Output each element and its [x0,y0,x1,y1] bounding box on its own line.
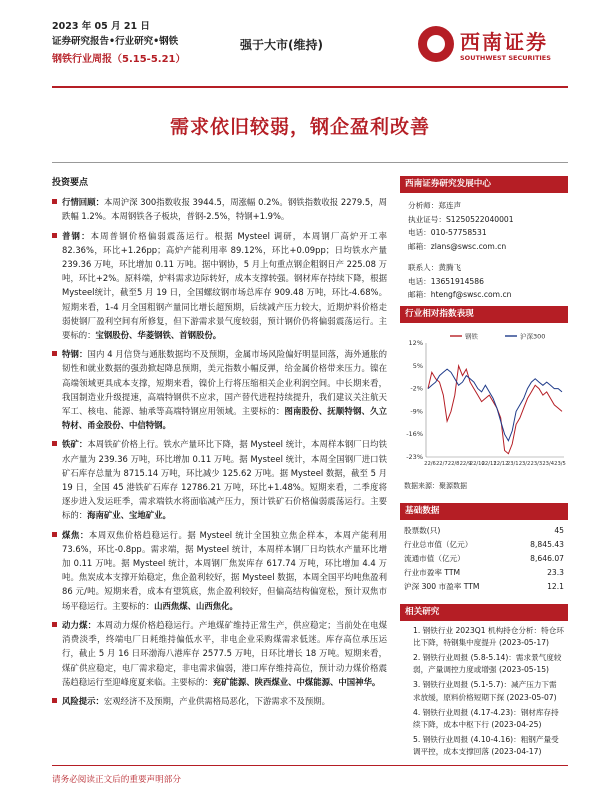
basic-data-table [400,524,568,594]
summary-paragraphs [52,195,387,708]
chart-heading: 行业相对指数表现 [400,306,568,323]
team-heading: 西南证券研究发展中心 [400,176,568,193]
paragraph-lead: 普钢： [62,230,91,241]
related-research-item[interactable]: 5. 钢铁行业周报 (4.10-4.16)：粗钢产量受调平控，成本支撑回落 (2023-04-17) [413,735,559,757]
sidebar [400,176,568,762]
x-tick-label: 22/11 [481,460,497,467]
x-tick-label: 22/9 [459,460,472,467]
paragraph-picks: 图南股份、抚顺特钢、久立特材、甬金股份、中信特钢。 [62,406,388,431]
basic-data-value: 8,646.07 [530,553,564,563]
x-tick-label: 23/5 [554,460,566,467]
y-tick-label: 12% [408,338,423,347]
contact-name: 联系人：黄腾飞 [408,263,462,272]
y-tick-label: -23% [406,452,423,461]
legend-label: 钢铁 [465,332,478,340]
paragraph-body: 宏观经济不及预期，产业供需格局恶化，下游需求不及预期。 [103,695,330,706]
x-tick-label: 22/10 [469,460,485,467]
contact-email[interactable]: 邮箱：htengf@swsc.com.cn [408,290,512,299]
basic-data-value: 12.1 [547,581,564,591]
logo-icon [418,26,454,62]
related-research-item[interactable]: 1. 钢铁行业 2023Q1 机构持仓分析：特仓环比下降，特钢集中度提升 (2023-05-17) [413,625,564,647]
x-tick-label: 22/8 [447,460,460,467]
basic-data-value: 45 [554,525,564,535]
logo-english: SOUTHWEST SECURITIES [460,54,551,62]
title-divider [52,162,568,163]
y-tick-label: -2% [410,384,423,393]
paragraph-body: 本周普钢价格偏弱震荡运行。根据 Mysteel 调研，本周钢厂高炉开工率 82.36%，环比+1.26pp；高炉产能利用率 89.12%，环比+0.09pp；日均铁水产量 239.36 万吨，环比增加 0.11 万吨。据中钢协，5 月上旬重点钢企粗钢日产 225.08 万吨，环比+2%。原料端，炉料需求边际转好，成本支撑转强。钢材库存持续下降，根据 Mysteel统计，截至5 月 19 日，全国螺纹钢市场总库存 909.48 万吨，环比-4.68%。短期来看，1-4 月全国粗钢产量同比增长超预期，后续减产压力较大，近期炉料价格走弱使钢厂盈利空间有所修复，但下游需求景气度较弱，预计钢价仍将偏弱震荡运行。主要标的： [62,230,387,341]
basic-data-row [400,524,568,538]
summary-paragraph [52,437,387,522]
page-title: 需求依旧较弱，钢企盈利改善 [169,116,430,138]
paragraph-body: 本周铁矿价格上行。铁水产量环比下降，据 Mysteel 统计，本周样本钢厂日均铁水产量为 239.36 万吨，环比增加 0.11 万吨。据 Mysteel 统计，本周全国钢厂进口铁矿石库存总量为 8715.14 万吨，环比减少 125.62 万吨。据 Mysteel 数据，截至 5 月 19 日，全国 45 港铁矿石库存 12786.21 万吨，环比+1.48%。短期来看，二季度将逐步进入发运旺季，需求端铁水将面临减产压力，预计铁矿石价格偏弱震荡运行。主要标的： [62,439,387,521]
basic-data-row [400,538,568,552]
contact-phone: 电话：13651914586 [408,276,484,286]
x-tick-label: 23/2 [518,460,531,467]
footer-divider [52,765,568,766]
basic-data-heading: 基础数据 [400,503,568,520]
summary-column [52,176,387,713]
paragraph-body: 本周沪深 300指数收报 3944.5，周涨幅 0.2%。钢铁指数收报 2279.5，周跌幅 1.2%。本周钢铁各子板块，普钢-2.5%，特钢+1.9%。 [62,197,387,222]
paragraph-picks: 山西焦煤、山西焦化。 [154,600,238,611]
basic-data-row [400,580,568,594]
footer-disclaimer: 请务必阅读正文后的重要声明部分 [52,775,181,785]
summary-paragraph [52,618,387,689]
paragraph-lead: 铁矿： [62,439,88,450]
related-heading: 相关研究 [400,604,568,621]
report-series: 钢铁行业周报（5.15-5.21） [52,54,186,65]
paragraph-body: 本周双焦价格趋稳运行。据 Mysteel 统计全国独立焦企样本，本周产能利用 73.6%，环比-0.8pp。需求端，据 Mysteel 统计，本周样本钢厂日均铁水产量环比增加 0.11 万吨。据 Mysteel 统计，本周钢厂焦炭库存 617.74 万吨，环比增加 4.4 万吨。焦炭成本支撑开始稳定，焦企盈利较好，据 Mysteel 数据，本周全国平均吨焦盈利 86 元/吨。短期来看，成本有望筑底，焦企盈利较好，但偏高结构偏宽松，预计双焦市场平稳运行。主要标的： [62,529,387,611]
series-line [428,365,562,453]
analyst-email[interactable]: 邮箱：zlans@swsc.com.cn [408,241,507,251]
basic-data-label: 沪深 300 市盈率 TTM [404,581,480,591]
paragraph-lead: 煤焦： [62,529,89,540]
report-meta [52,20,186,68]
summary-paragraph [52,229,387,343]
paragraph-picks: 宝钢股份、华菱钢铁、首钢股份。 [95,330,222,341]
related-research-item[interactable]: 2. 钢铁行业周报 (5.8-5.14)：需求景气度较弱，产量调控力度或增强 (2023-05-15) [413,652,562,675]
header-divider [52,86,568,88]
analyst-contact [400,193,568,306]
rating: 强于大市(维持) [240,38,323,52]
summary-heading: 投资要点 [52,178,89,188]
paragraph-body: 国内 4 月信贷与通胀数据均不及预期，金属市场风险偏好明显回落，海外通胀的韧性和就业数据的强劲掀起降息预期，美元指数小幅反弹，给金属价格带来压力。镍在高端领域更具成本支撑，短期来看，镍价上行将压缩相关企业利润空间。中长期来看，我国制造业升级提速，高端特钢供不应求，国产替代进程持续提升，我们建议关注航天军工、核电、能源、轴承等高端特钢应用领域。主要标的： [62,349,388,417]
related-research-item[interactable]: 3. 钢铁行业周报 (5.1-5.7)：减产压力下需求放缓，原料价格短期下探 (2023-05-07) [413,680,557,702]
logo-name: 西南证券 [460,30,548,54]
summary-paragraph [52,195,387,223]
y-tick-label: -9% [410,406,423,415]
chart-source: 数据来源：聚源数据 [404,481,467,490]
paragraph-picks: 兖矿能源、陕西煤业、中煤能源、中国神华。 [212,676,381,687]
basic-data-row [400,552,568,566]
relative-index-chart [400,329,568,479]
summary-paragraph [52,347,387,432]
x-tick-label: 22/6 [424,460,436,467]
basic-data-label: 流通市值（亿元） [404,553,465,563]
basic-data-value: 23.3 [547,567,564,577]
x-tick-label: 23/3 [530,460,543,467]
paragraph-lead: 动力煤： [62,619,97,630]
analyst-name: 分析师：郑连声 [408,201,462,210]
basic-data-label: 行业总市值（亿元） [404,539,473,549]
report-type: 证券研究报告•行业研究•钢铁 [52,35,179,47]
y-tick-label: -16% [406,429,423,438]
paragraph-lead: 风险提示： [62,695,104,706]
report-date: 2023 年 05 月 21 日 [52,21,150,32]
basic-data-row [400,566,568,580]
x-tick-label: 23/4 [542,460,555,467]
legend-label: 沪深300 [520,332,546,340]
basic-data-label: 行业市盈率 TTM [404,567,461,577]
y-tick-label: 5% [412,361,423,370]
paragraph-lead: 行情回顾： [62,197,104,208]
summary-paragraph [52,694,387,708]
paragraph-body: 本周动力煤价格趋稳运行。产地煤矿维持正常生产，供应稳定；当前处在电煤消费淡季，终端电厂日耗维持偏低水平，非电企业采购煤需求低迷。库存高位承压运行，截止 5 月 16 日环渤海八港库存 2577.5 万吨，日环比增长 18 万吨。短期来看，煤矿供应稳定，电厂需求稳定，非电需求偏弱，港口库存维持高位，预计动力煤价格震荡趋稳运行至迎峰度夏来临。主要标的： [62,619,388,687]
related-research-list [400,621,568,759]
chart-svg [400,329,568,479]
related-research-item[interactable]: 4. 钢铁行业周报 (4.17-4.23)：钢材库存持续下降，成本中枢下行 (2023-04-25) [413,707,559,729]
x-tick-label: 22/12 [493,460,509,467]
x-tick-label: 23/1 [506,460,519,467]
analyst-license: 执业证号：S1250522040001 [408,214,514,224]
paragraph-picks: 海南矿业、宝地矿业。 [87,510,171,521]
summary-paragraph [52,528,387,613]
company-logo [418,24,568,68]
paragraph-lead: 特钢： [62,349,88,360]
basic-data-value: 8,845.43 [530,539,564,549]
x-tick-label: 22/7 [435,460,448,467]
basic-data-label: 股票数(只) [404,525,441,535]
analyst-phone: 电话：010-57758531 [408,228,487,237]
